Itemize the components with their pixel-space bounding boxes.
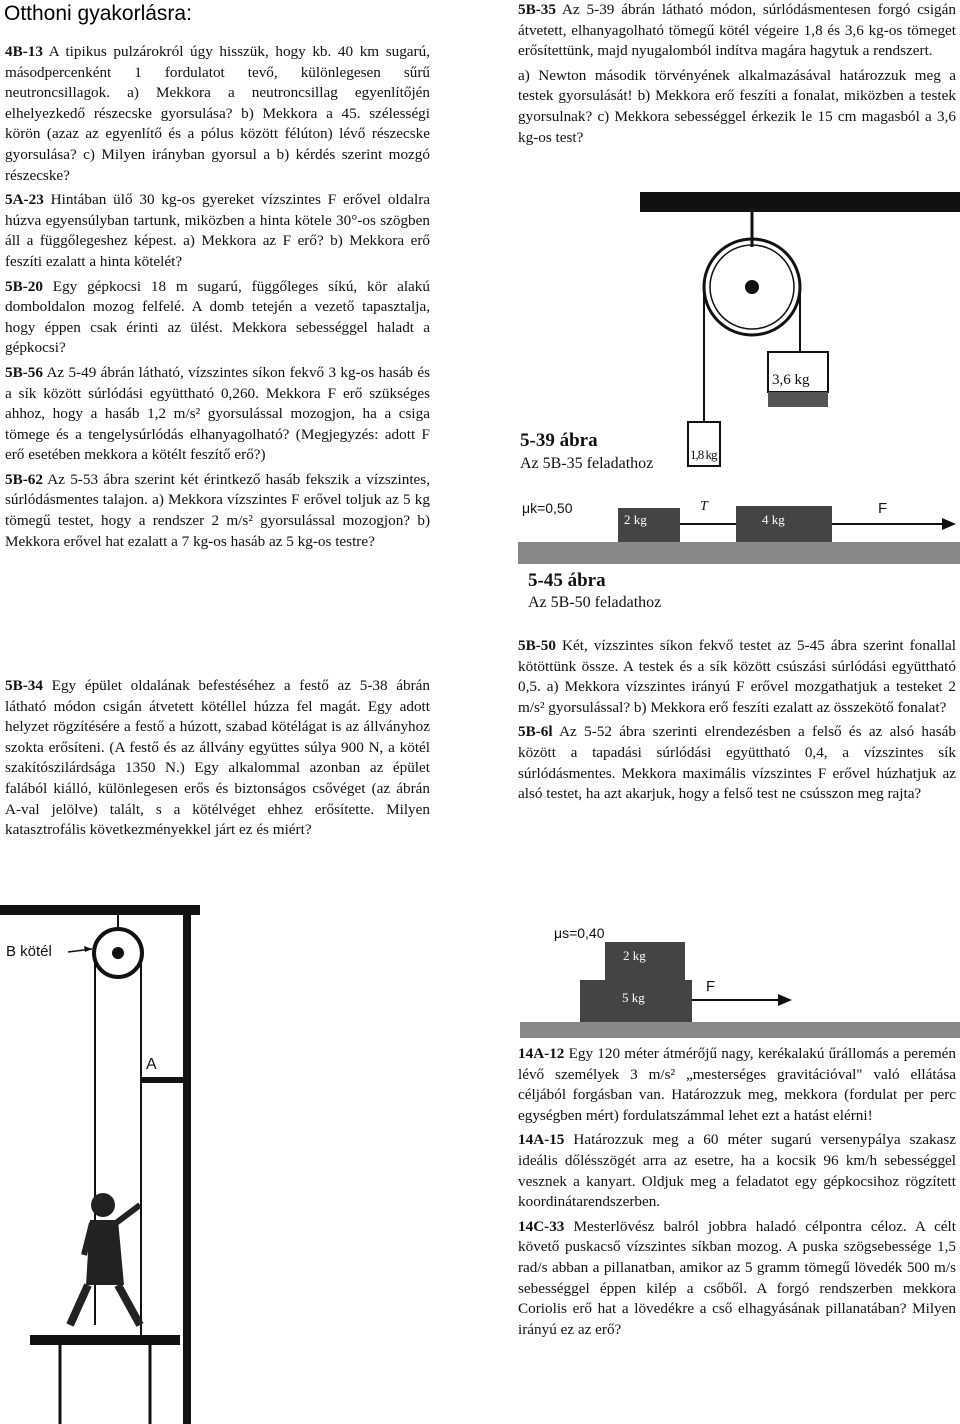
rope-label: B kötél (6, 943, 52, 960)
wall (183, 905, 191, 1424)
fig-539-title: 5-39 ábra (520, 430, 598, 451)
fig-545-mu: μk=0,50 (522, 500, 573, 516)
problem-5b34: 5B-34 Egy épület oldalának befestéséhez a festő az 5-38 ábrán látható módon csigán átvetett kötéllel húzza fel magát. Egy adott helyzet rögzítésére a festő a húzott, szabad kötélágat is az állványhoz szokta erősíteni. (A festő és az állvány együttes súlya 900 N, a kötél szakítószilárdsága 1350 N.) Egy alkalommal azonban az épület falából kiálló, különlegesen erős és biztonságos csővéget (az ábrán A-val jelölve) talált, s a kötélvéget ehhez erősítette. Milyen katasztrofális következményekkel járt ez és miért? (5, 677, 430, 839)
fig-552-mu: μs=0,40 (554, 925, 605, 941)
right-problems-bottom (518, 1044, 956, 1344)
pipe-label: A (146, 1056, 157, 1073)
problem-5b61: 5B-6l Az 5-52 ábra szerinti elrendezésben a felső és az alsó hasáb között a tapadási súrlódási együttható 0,4, a vízszintes sík súrlódásmentes. Mekkora maximális vízszintes F erővel húzhatjuk az alsó testet, ha azt akarjuk, hogy a felső test ne csússzon meg rajta? (518, 723, 956, 803)
fig-552-block-bottom: 5 kg (622, 990, 645, 1005)
ceiling (640, 192, 960, 212)
fig-545-block-right: 4 kg (762, 512, 785, 527)
beam (0, 905, 200, 915)
problem-5a23: 5A-23 Hintában ülő 30 kg-os gyereket vízszintes F erővel oldalra húzva egyensúlyban tartunk, miközben a hinta kötele 30°-os szögben áll a függőlegeshez képest. a) Mekkora az F erő? b) Mekkora erő feszíti ezalatt a hinta kötelét? (5, 191, 430, 270)
right-problems-top (518, 0, 956, 152)
fig-545-block-left: 2 kg (624, 512, 647, 527)
problem-5b35: 5B-35 Az 5-39 ábrán látható módon, súrlódásmentesen forgó csigán átvetett, elhanyagolható tömegű kötél végeire 1,8 és 3,6 kg-os tömeget erősítettünk, majd nyugalomból indítva magára hagytuk a rendszert. (518, 1, 956, 60)
mass-large-label: 3,6 kg (772, 372, 810, 388)
fig-545-caption: Az 5B-50 feladathoz (528, 594, 662, 611)
scaffold (30, 1335, 180, 1345)
problem-14a15: 14A-15 Határozzuk meg a 60 méter sugarú versenypálya szakasz ideális dőlésszögét arra az esetre, ha a kocsik 96 km/h sebességgel vesznek a kanyart. Oldjuk meg a feladatot egy gépkocsihoz rögzített koordinátarendszerben. (518, 1131, 956, 1211)
problem-14c33: 14C-33 Mesterlövész balról jobbra haladó célpontra céloz. A célt követő puskacső vízszintes síkban mozog. A puska szögsebessége 1,5 rad/s abban a pillanatban, amikor az 5 gramm tömegű lövedék 500 m/s sebességgel éppen kilép a csőből. A forgó rendszerben mekkora Coriolis erő hat a lövedékre a cső elhagyásának pillanatában? Milyen irányú ez az erő? (518, 1217, 956, 1338)
problem-5b35-questions: a) Newton második törvényének alkalmazásával határozzuk meg a testek gyorsulását! b) Mekkora erő feszíti a fonalat, miközben a testek gyorsulnak? c) Mekkora sebességgel érkezik le 15 cm magasból a 3,6 kg-os test? (518, 66, 956, 146)
left-problems-top (5, 42, 430, 556)
ground (518, 542, 960, 564)
problem-14a12: 14A-12 Egy 120 méter átmérőjű nagy, kerékalakú űrállomás a peremén lévő személyek 3 m/s² „mesterséges gravitációval" való ellátása céljából forgásban van. Határozzuk meg, mekkora (fordulat per perc egységben mért) fordulatszámmal lehet ezt a hatást elérni! (518, 1045, 956, 1124)
problem-5b62: 5B-62 Az 5-53 ábra szerint két érintkező hasáb fekszik a vízszintes, súrlódásmentes talajon. a) Mekkora vízszintes F erővel toljuk az 5 kg tömegű testet, hogy a rendszer 2 m/s² gyorsulással mozogjon? b) Mekkora erővel hat ezalatt a 7 kg-os hasáb az 5 kg-os testre? (5, 470, 430, 550)
left-problems-bottom (5, 676, 430, 845)
ground-552 (520, 1022, 960, 1038)
fig-545-tension: T (700, 499, 708, 514)
pipe (141, 1077, 183, 1083)
problem-5b50: 5B-50 Két, vízszintes síkon fekvő testet az 5-45 ábra szerint fonallal kötöttünk össze. A testek és a sík között csúszási súrlódási együttható 0,5. a) Mekkora vízszintes irányú F erővel mozgathatjuk a testeket 2 m/s² gyorsulással? b) Mekkora erő feszíti ezalatt az összekötő fonalat? (518, 637, 956, 716)
fig-552-block-top: 2 kg (623, 948, 646, 963)
fig-545-force: F (878, 500, 888, 517)
figure-5-45 (518, 500, 960, 570)
problem-5b20: 5B-20 Egy gépkocsi 18 m sugarú, függőleges síkú, kör alakú domboldalon mozog felfelé. A domb tetején a vezető tapasztalja, hogy éppen csak érinti az ülést. Mekkora sebességgel haladt a gépkocsi? (5, 277, 430, 357)
painter-figure (0, 905, 200, 1424)
painter-head (91, 1193, 115, 1217)
problem-4b13: 4B-13 A tipikus pulzárokról úgy hisszük, hogy kb. 40 km sugarú, másodpercenként 1 fordulatot tevő, különlegesen sűrű neutroncsillagok. a) Mekkora a neutroncsillag egyenlítőjén elhelyezkedő részecske gyorsulása? b) Mekkora a 45. szélességi körön (azaz az egyenlítő és a pólus között félúton) lévő részecske gyorsulása? c) Milyen irányban gyorsul a b) kérdés szerint mozgó részecske? (5, 43, 430, 184)
fig-552-force: F (706, 978, 716, 995)
fig-545-title: 5-45 ábra (528, 570, 606, 591)
right-problems-middle (518, 636, 956, 809)
mass-small-label: 1,8 kg (690, 447, 717, 462)
figure-5-39 (640, 192, 960, 502)
page-heading: Otthoni gyakorlásra: (4, 2, 192, 25)
problem-5b56: 5B-56 Az 5-49 ábrán látható, vízszintes síkon fekvő 3 kg-os hasáb és a sík között súrlódási együttható 0,260. Mekkora F erő szükséges ahhoz, hogy a hasáb 1,2 m/s² gyorsulással mozogjon, ha a csiga tömege és a tengelysúrlódás elhanyagolható? (Megjegyzés: adott F erő esetében mekkora a kötélt feszítő erő?) (5, 363, 430, 464)
fig-539-caption: Az 5B-35 feladathoz (520, 455, 654, 472)
